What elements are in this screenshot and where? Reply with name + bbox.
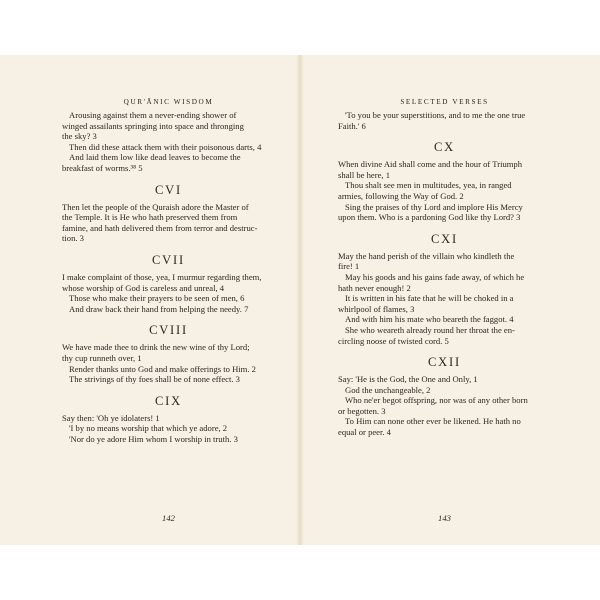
text-line: Then did these attack them with their poisonous darts, 4	[69, 141, 262, 152]
page-body	[338, 110, 551, 438]
section-heading: CVII	[152, 252, 185, 267]
text-line: breakfast of worms.³⁸ 5	[62, 162, 143, 173]
text-line: Who ne'er begot offspring, nor was of any other born	[345, 395, 528, 406]
text-line: To Him can none other ever be likened. He hath no	[345, 416, 521, 427]
text-line: Then let the people of the Quraish adore the Master of	[62, 201, 249, 212]
running-head: SELECTED VERSES	[400, 98, 489, 106]
text-line: Those who make their prayers to be seen of men, 6	[69, 293, 245, 304]
section-heading: CX	[434, 140, 455, 155]
left-page	[62, 55, 275, 545]
text-line: Say then: 'Oh ye idolaters! 1	[62, 412, 160, 423]
text-line: thy cup runneth over, 1	[62, 352, 142, 363]
section-heading: CVI	[155, 182, 182, 197]
text-line: famine, and hath delivered them from terror and destruc-	[62, 222, 258, 233]
text-line: 'Nor do ye adore Him whom I worship in truth. 3	[69, 433, 238, 444]
text-line: winged assailants springing into space and thronging	[62, 120, 244, 131]
text-line: And draw back their hand from helping the needy. 7	[69, 303, 249, 314]
section-heading: CXI	[431, 231, 458, 246]
text-line: May his goods and his gains fade away, of which he	[345, 271, 525, 282]
text-line: She who weareth already round her throat the en-	[345, 324, 515, 335]
text-line: hath never enough! 2	[338, 282, 411, 293]
text-line: Say: 'He is the God, the One and Only, 1	[338, 374, 478, 385]
section-heading: CIX	[155, 393, 182, 408]
text-line: Sing the praises of thy Lord and implore His Mercy	[345, 201, 523, 212]
text-line: upon them. Who is a pardoning God like thy Lord? 3	[338, 212, 521, 223]
text-line: Render thanks unto God and make offerings to Him. 2	[69, 363, 256, 374]
text-line: whose worship of God is careless and unreal, 4	[62, 282, 225, 293]
text-line: 'I by no means worship that which ye adore, 2	[69, 423, 228, 434]
text-line: Faith.' 6	[338, 120, 366, 131]
text-line: or begotten. 3	[338, 405, 386, 416]
section-heading: CXII	[428, 355, 461, 370]
text-line: We have made thee to drink the new wine of thy Lord;	[62, 342, 250, 353]
page-number: 142	[162, 513, 175, 523]
text-line: whirlpool of flames, 3	[338, 303, 415, 314]
text-line: Thou shalt see men in multitudes, yea, in ranged	[345, 180, 512, 191]
book-gutter	[296, 55, 304, 545]
running-head: QUR'ĀNIC WISDOM	[123, 98, 214, 106]
text-line: I make complaint of those, yea, I murmur regarding them,	[62, 271, 262, 282]
text-line: circling noose of twisted cord. 5	[338, 335, 449, 346]
text-line: armies, following the Way of God. 2	[338, 190, 464, 201]
text-line: And with him his mate who beareth the faggot. 4	[345, 314, 514, 325]
text-line: equal or peer. 4	[338, 427, 391, 438]
book-spread	[0, 55, 600, 545]
text-line: 'To you be your superstitions, and to me the one true	[345, 110, 526, 120]
text-line: shall be here, 1	[338, 169, 391, 180]
text-line: The strivings of thy foes shall be of none effect. 3	[69, 374, 240, 385]
text-line: the sky? 3	[62, 131, 97, 142]
text-line: May the hand perish of the villain who kindleth the	[338, 250, 515, 261]
text-line: It is written in his fate that he will be choked in a	[345, 293, 514, 304]
right-page	[338, 55, 551, 545]
text-line: the Temple. It is He who hath preserved them from	[62, 212, 238, 223]
text-line: God the unchangeable, 2	[345, 384, 431, 395]
text-line: And laid them low like dead leaves to become the	[69, 152, 241, 163]
page-number: 143	[438, 513, 451, 523]
text-line: When divine Aid shall come and the hour of Triumph	[338, 159, 523, 170]
text-line: tion. 3	[62, 233, 84, 244]
section-heading: CVIII	[149, 323, 188, 338]
text-line: fire! 1	[338, 261, 360, 272]
text-line: Arousing against them a never-ending shower of	[69, 110, 237, 120]
page-body	[62, 110, 275, 444]
